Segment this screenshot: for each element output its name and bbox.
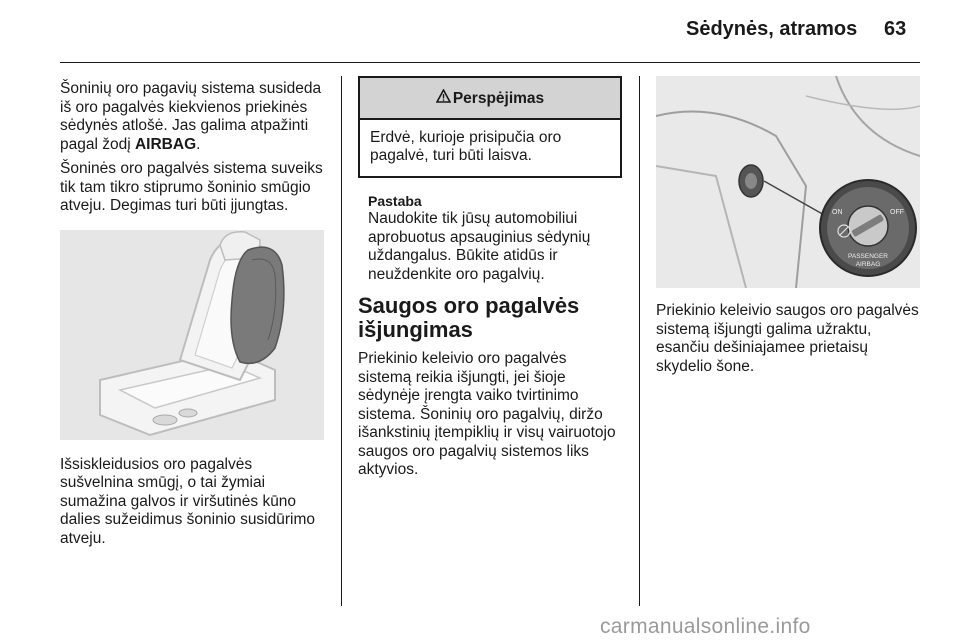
column-1 [60,80,324,554]
switch-off-label: OFF [890,209,904,216]
intro-paragraph [60,80,324,154]
page-number: 63 [884,18,907,40]
section-body: Priekinio keleivio oro pagalvės sistemą reikia išjungti, jei šioje sėdynėje įrengta vaiko tvirtinimo sistema. Šoninių oro pagalvių, diržo išankstinių įtempiklių ir visų vairuotojo saugos oro pagalvių sistemos liks aktyvios. [358,350,616,478]
section-title: Saugos oro pagalvės išjungimas [358,293,580,342]
seat-airbag-illustration [60,230,324,440]
note-title: Pastaba [368,192,422,209]
airbag-keyword: AIRBAG [134,135,197,153]
header-rule [60,62,920,63]
warning-box [358,76,622,178]
page-header-title: Sėdynės, atramos [686,18,858,40]
switch-label-passenger: PASSENGER [848,253,888,260]
column-2 [358,76,622,486]
warning-body: Erdvė, kurioje prisipučia oro pagalvė, turi būti laisva. [370,128,562,164]
switch-on-label: ON [832,209,843,216]
note-body: Naudokite tik jūsų automobiliui aprobuotus apsauginius sėdynių uždangalus. Būkite atidūs ir neuždenkite oro pagalvių. [368,210,591,283]
warning-triangle-icon [436,89,451,103]
column-divider-1 [341,76,342,606]
column-3 [656,76,920,382]
watermark-text: carmanualsonline.info [600,615,811,638]
switch-label-airbag: AIRBAG [855,261,881,268]
warning-header [360,78,620,120]
deployment-paragraph: Išsiskleidusios oro pagalvės sušvelnina smūgį, o tai žymiai sumažina galvos ir viršutinės kūno dalies sužeidimus šoninio susidūrimo atveju. [60,455,316,547]
switch-caption: Priekinio keleivio saugos oro pagalvės sistemą išjungti galima užraktu, esančiu dešiniajamee prietaisų skydelio šone. [656,302,919,375]
warning-title: Perspėjimas [452,90,545,107]
intro-end: . [196,135,201,153]
note-block [358,192,622,285]
airbag-switch-illustration [656,76,920,288]
activation-paragraph: Šoninės oro pagalvės sistema suveiks tik tam tikro stiprumo šoninio smūgio atveju. Degimas turi būti įjungtas. [60,160,323,214]
column-divider-2 [639,76,640,606]
intro-text: Šoninių oro pagavių sistema susideda iš oro pagalvės kiekvienos priekinės sėdynės atlošė. Jas galima atpažinti pagal žodį [60,80,322,153]
